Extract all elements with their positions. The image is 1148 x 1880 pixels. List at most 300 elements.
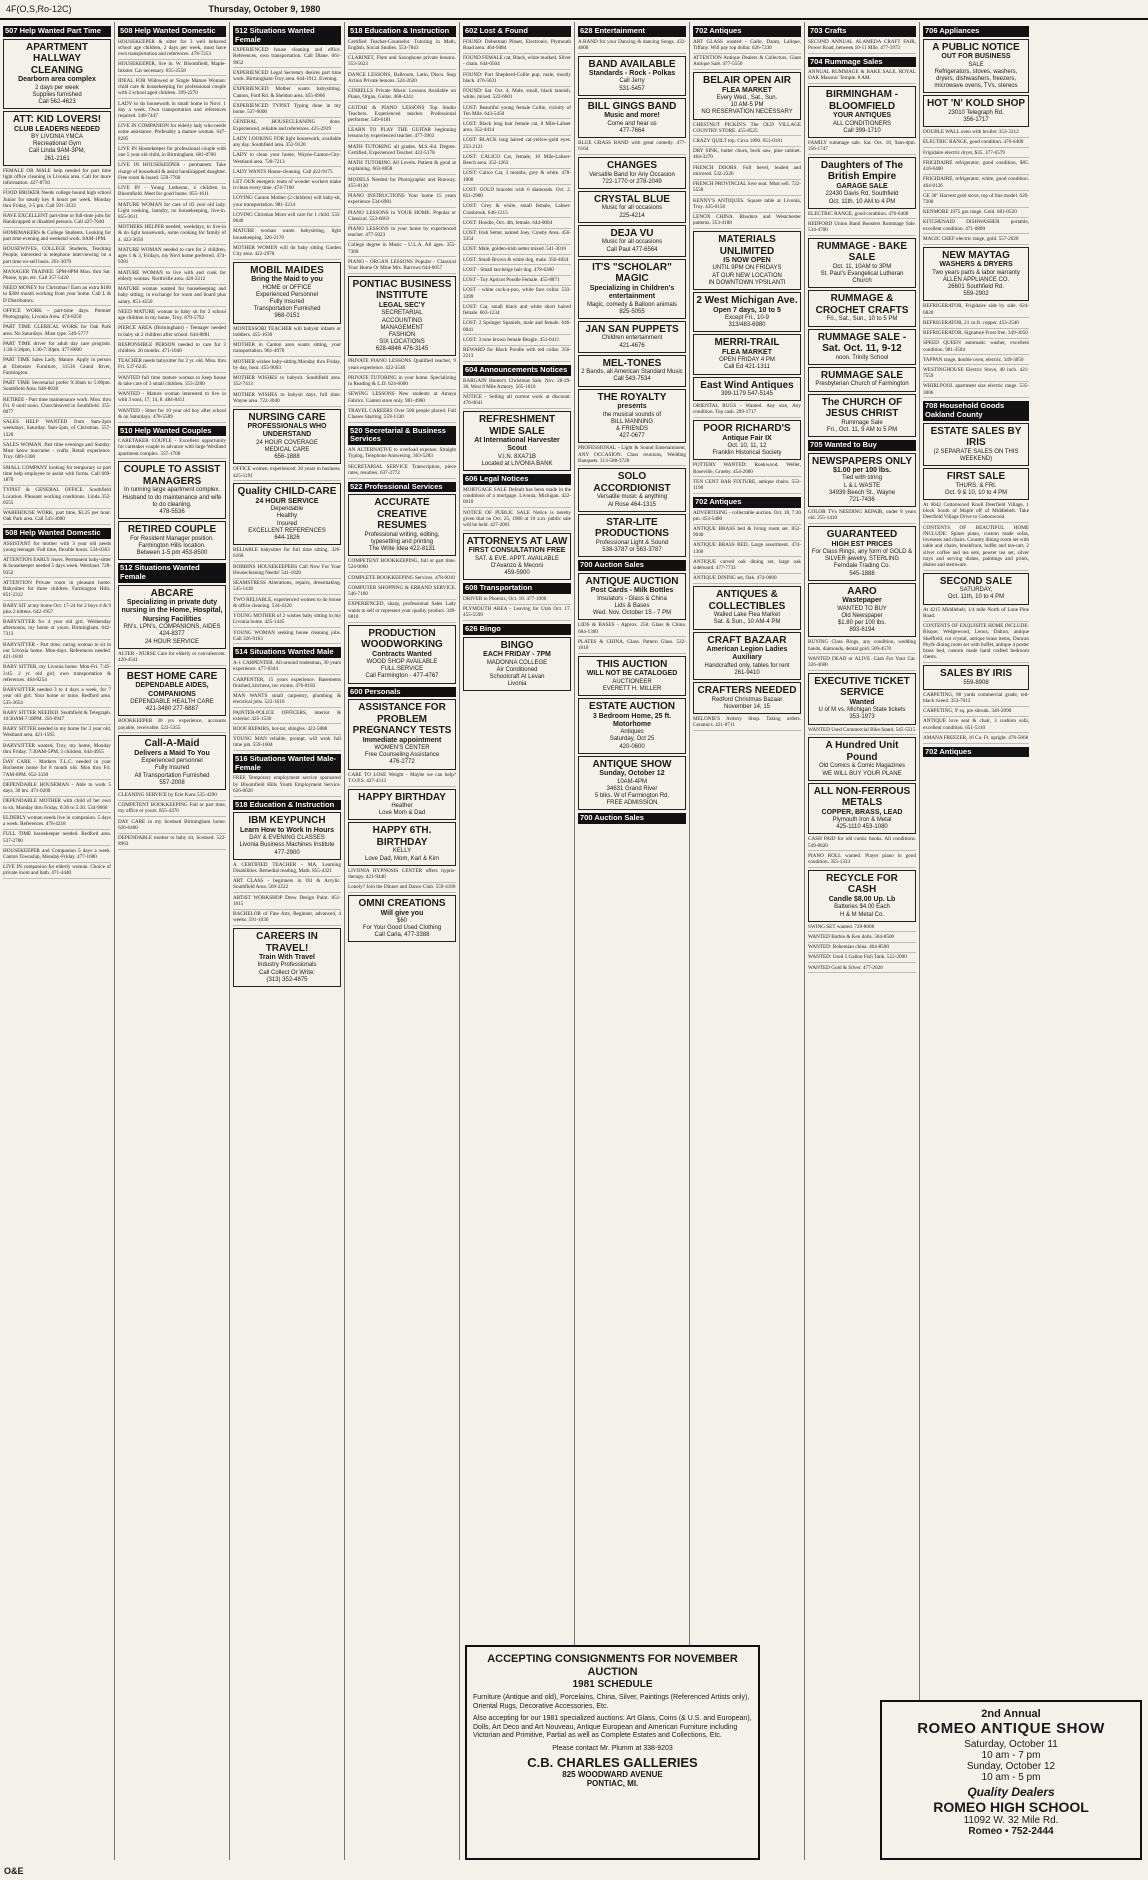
boxed-ad-line: ATT: KID LOVERS!: [12, 114, 102, 126]
boxed-ad-line: Recreational Gym: [32, 141, 82, 148]
classified-ad: WANTED: Used 5 Gallon Fish Tank. 522-2000: [808, 954, 916, 963]
boxed-ad-line: Come and hear us: [607, 120, 657, 127]
boxed-ad-line: BINGO: [500, 639, 534, 651]
boxed-ad-line: MANAGEMENT: [380, 324, 424, 331]
category-header: 700 Auction Sales: [578, 813, 686, 824]
boxed-ad-line: 34631 Grand River: [606, 785, 658, 792]
consign-sub: 1981 SCHEDULE: [572, 1679, 653, 1691]
classified-ad: MOTHER wishes baby-sitting Monday thru Friday, by day, hour. 455-9093: [233, 359, 341, 374]
boxed-ad: [348, 276, 456, 357]
boxed-ad-line: Contracts Wanted: [372, 650, 432, 658]
boxed-ad-line: NURSING CARE: [248, 411, 326, 423]
boxed-ad-line: East Wind Antiques: [700, 379, 794, 391]
boxed-ad-line: MATERIALS UNLIMITED: [718, 234, 776, 257]
classified-ad: LOST: Beautiful young female Collie, vicinity of Ten Mile. 643-5450: [463, 105, 571, 120]
boxed-ad-line: Delivers a Maid To You: [134, 749, 210, 757]
boxed-ad: [808, 870, 916, 922]
boxed-ad: [463, 533, 571, 580]
classified-ad: WANTED full time mature woman to keep house & take care of 3 small children. 553-2280: [118, 375, 226, 390]
classified-ad: CRAZY QUILT top. Circa 1890. 651-0181: [693, 138, 801, 147]
classified-ad: ANTIQUE BRASS BED, Large assortment. 474-1300: [693, 542, 801, 557]
show-time-2: 10 am - 5 pm: [981, 1772, 1041, 1783]
boxed-ad: [578, 573, 686, 620]
classified-ad: YOUNG WOMAN seeking house cleaning jobs. Call 326-9163: [233, 630, 341, 645]
boxed-ad-line: THURS. & FRI.: [955, 482, 997, 489]
boxed-ad-line: 10 AM-5 PM: [730, 102, 764, 109]
boxed-ad: [693, 377, 801, 402]
boxed-ad-line: Oct. 9 & 10, 10 to 4 PM: [944, 489, 1008, 496]
classified-ad: FOUND: Sat. Oct. 4, Male, small, black tannish, white, mixed. 522-6601: [463, 88, 571, 103]
boxed-ad-line: Experienced personnel: [141, 758, 203, 765]
boxed-ad: [923, 39, 1029, 94]
boxed-ad-line: Versatile Band for Any Occasion: [589, 171, 675, 178]
show-headline: ROMEO ANTIQUE SHOW: [917, 1720, 1105, 1737]
boxed-ad-line: RETIRED COUPLE: [127, 524, 217, 536]
classified-ad: BACHELOR of Fine Arts, Beginner, advanced, 4 weeks. 591-1030: [233, 911, 341, 926]
classified-ad: PART TIME Sales Lady. Mature. Apply in person at Ebenezer Furniture, 31516 Grand River, Farmington.: [3, 357, 111, 378]
boxed-ad-line: Versatile music & anything: [596, 494, 668, 501]
boxed-ad-line: IN DOWNTOWN YPSILANTI: [708, 279, 786, 286]
boxed-ad-line: 825-5055: [619, 308, 645, 315]
classified-ad: EXPERIENCED Mother wants babysitting. Canton, Ford Rd. & Sheldon area. 455-6966: [233, 86, 341, 101]
classified-ad: WANTED: Bohemian china. 464-8500: [808, 944, 916, 953]
boxed-ad-line: STAR-LITE PRODUCTIONS: [595, 516, 669, 540]
classified-ad: DAY CARE in my licensed Birmingham home. 626-6400: [118, 819, 226, 834]
category-header: 522 Professional Services: [348, 482, 456, 493]
classified-ad: PIANO ROLL wanted. Player piano in good condition. 355-1333: [808, 853, 916, 868]
boxed-ad-line: Old Newspaper: [841, 612, 883, 619]
boxed-ad: [578, 389, 686, 444]
classified-ad: ELECTRIC RANGE, good condition. 476-6400: [923, 139, 1029, 148]
boxed-ad-line: Wed. Nov. October 15 - 7 PM: [592, 610, 672, 617]
classified-ad: ORIENTAL RUGS - Wanted. Any size, Any condition. Top cash. 299-1717: [693, 403, 801, 418]
classified-ad: REWARD for Black Poodle with red collar. 356-2313: [463, 347, 571, 362]
boxed-ad-line: SATURDAY,: [959, 587, 993, 594]
column-3: [230, 22, 345, 1860]
boxed-ad-line: SALES BY IRIS: [939, 668, 1013, 679]
boxed-ad-line: 261-9410: [734, 669, 760, 676]
classified-ad: COMPETENT BOOKKEEPING, full or part time. 524-0060: [348, 558, 456, 573]
boxed-ad-line: A Hundred Unit Pound: [825, 740, 899, 763]
category-header: 705 Wanted to Buy: [808, 440, 916, 451]
boxed-ad-line: CHANGES: [606, 160, 657, 172]
boxed-ad-line: the musical sounds of: [602, 411, 662, 418]
boxed-ad-line: Daughters of The British Empire: [820, 159, 904, 183]
boxed-ad-line: Specializing in private duty nursing in the Home, Hospital, Nursing Facilities: [121, 599, 223, 623]
show-date-2: Sunday, October 12: [966, 1761, 1056, 1772]
boxed-ad-line: The Write Idea 422-8131: [368, 546, 436, 552]
boxed-ad: [808, 583, 916, 638]
column-2: [115, 22, 230, 1860]
classified-ad: FOUND FEMALE cat, Black, white marked, Silver - chain. 644-0504: [463, 55, 571, 70]
boxed-ad-line: HOT 'N' KOLD SHOP: [926, 98, 1026, 110]
category-header: 702 Antiques: [693, 497, 801, 508]
classified-ad: PRIVATE TUTORING in your home. Specializing in Reading & L.D. 624-6000: [348, 375, 456, 390]
classified-ad: MOTHERS HELPER needed, weekdays, to live-in & do light housework, some cooking for family of 4. 422-3650: [118, 224, 226, 245]
boxed-ad: [693, 632, 801, 681]
classified-ad: MONTESSORI TEACHER will babysit infants or toddlers. 455-1630: [233, 326, 341, 341]
classified-ad: WESTINGHOUSE Electric Stove, 40 inch. 421-7559: [923, 367, 1029, 382]
category-header: 628 Entertainment: [578, 26, 686, 37]
boxed-ad: [808, 238, 916, 289]
classified-ad: COLOR TVs NEEDING REPAIR, under 8 years old. 255-1410: [808, 509, 916, 524]
boxed-ad: [923, 423, 1029, 466]
boxed-ad: [118, 735, 226, 790]
boxed-ad-line: RUMMAGE - BAKE SALE: [817, 240, 907, 264]
classified-ad: SECRETARIAL SERVICE Transcription, piece rates, resumes. 637-2772: [348, 464, 456, 479]
classified-ad: BLUE GRASS BAND with great comedy. 477-6164: [578, 140, 686, 155]
boxed-ad-line: WOOD SHOP AVAILABLE: [366, 658, 438, 665]
boxed-ad-line: $1.00 per 100 lbs.: [833, 467, 891, 475]
boxed-ad-line: For Resident Manager position. Farmington Hills location.: [130, 535, 214, 549]
boxed-ad-line: WE WILL BUY YOUR PLANE: [822, 770, 902, 777]
boxed-ad-line: ANTIQUE SHOW: [592, 758, 672, 770]
classified-ad: PART TIME CLERICAL WORK for Oak Park area. No Saturdays. Must type. 549-5777: [3, 324, 111, 339]
classified-ad: LADY WANTS House-cleaning. Call 422-9175: [233, 169, 341, 178]
boxed-ad-line: Professional writing, editing, typesetting and printing: [364, 531, 440, 545]
boxed-ad-line: L & L WASTE: [843, 482, 881, 489]
category-header: 510 Help Wanted Couples: [118, 426, 226, 437]
classified-ad: PROFESSIONAL - Light & Sound Entertainment, ANY OCCASION. Class reunions, Wedding Banquets. 313-588-3720: [578, 445, 686, 466]
boxed-ad-line: 24 HOUR COVERAGE: [256, 439, 318, 446]
boxed-ad-line: RUMMAGE SALE - Sat. Oct. 11, 9-12: [817, 331, 907, 355]
classified-ad: LET OUR energetic team of wonder workers make it clean every time. 474-7160: [233, 179, 341, 194]
boxed-ad-line: Specializing in Children's entertainment: [589, 284, 675, 301]
boxed-ad-line: Fri., Sat., Sun., 10 to 5 PM: [826, 316, 898, 323]
boxed-ad-line: OPEN FRIDAY 4 PM: [719, 357, 775, 364]
show-tag: Quality Dealers: [967, 1785, 1055, 1799]
classified-ad: LADY LOOKING FOR light housework, available any day. Southfield area. 352-9120: [233, 136, 341, 151]
classified-ad: TEN CENT BAR FIXTURE, antique chairs. 553-1190: [693, 479, 801, 494]
classified-ad: DOUBLE WALL oven with broiler. 353-3312: [923, 129, 1029, 138]
boxed-ad-line: DEPENDABLE HEALTH CARE: [130, 698, 214, 705]
boxed-ad-line: Call Linda 9AM-3PM,: [28, 148, 86, 155]
boxed-ad-line: Livonia Business Machines Institute: [239, 842, 335, 849]
boxed-ad-line: PONTIAC BUSINESS INSTITUTE: [352, 278, 452, 302]
boxed-ad-line: IT'S "SCHOLAR" MAGIC: [592, 261, 672, 285]
classified-ad: DRIVER to Phoenix, Oct. 18. 477-1000: [463, 596, 571, 605]
boxed-ad-line: Call Carla, 477-3388: [374, 932, 430, 939]
classified-ad: CLEANING SERVICE by Erie Kuns 535-4290: [118, 792, 226, 801]
classified-ad: DEPENDABLE MOTHER with child of her own to sit, Monday thru Friday. 8:30 to 5:30. 534-9660: [3, 798, 111, 813]
classified-ad: CARPETING, 9' sq. pre shrunk. 349-2090: [923, 708, 1029, 717]
boxed-ad-line: 477-7664: [619, 127, 645, 134]
boxed-ad-line: 10AM-4PM: [616, 778, 647, 785]
category-header: 608 Transportation: [463, 583, 571, 594]
boxed-ad-line: SECOND SALE: [939, 575, 1013, 587]
classified-ad: CLARINET, Flute and Saxophone private lessons. 553-5623: [348, 55, 456, 70]
classified-ad: LIVONIA HYPNOSIS CENTER offers hypno-therapy. 421-9440: [348, 868, 456, 883]
boxed-ad: [348, 699, 456, 769]
boxed-ad: [808, 157, 916, 209]
classified-ad: ATTENTION Antique Dealers & Collectors. Giant Antique Sale. 477-5550: [693, 55, 801, 70]
boxed-ad: [808, 86, 916, 138]
boxed-ad-line: YOUR ANTIQUES: [832, 112, 892, 120]
boxed-ad-line: ESTATE AUCTION: [589, 701, 675, 712]
classified-ad: FEMALE OR MALE help needed for part time light office cleaning in Livonia area. Call for more information. 427-8750: [3, 168, 111, 189]
classified-ad: CARE TO LOSE Weight - Maybe we can help? T.O.P.S. 427-4313: [348, 772, 456, 787]
boxed-ad-line: Refrigerators, stoves, washers, dryers, dishwashers, freezers, microwave ovens, TVs, stereos: [934, 68, 1018, 90]
classified-ad: LOST: CALICO Cat, female, 10 Mile-Lahser-Beech area. 352-1263: [463, 154, 571, 169]
boxed-ad-line: Healthy: [276, 513, 298, 520]
classified-ad: MATURE woman wants babysitting, light housekeeping. 326-2170: [233, 228, 341, 243]
classified-ad: BABYSITTER - Part time, caring woman to sit in our Livonia home. Mon-days. References needed. 421-1818: [3, 642, 111, 663]
classified-ad: MATURE WOMAN to live with and cook for elderly woman. Northville area. 420-2212: [118, 270, 226, 285]
classified-ad: ANNUAL RUMMAGE & BAKE SALE. ROYAL OAK Masonic Temple. 8 AM.: [808, 69, 916, 84]
boxed-ad: [463, 411, 571, 471]
classified-ad: ROBBINS HOUSEKEEPERS Call Now For Your Housecleaning Needs! 541-1020: [233, 564, 341, 579]
boxed-ad: [578, 698, 686, 754]
boxed-ad-line: Lids & Bases: [614, 602, 650, 609]
boxed-ad-line: Transportation Furnished: [253, 306, 321, 313]
boxed-ad-line: 353-1973: [849, 714, 875, 721]
boxed-ad-line: Plymouth Iron & Metal: [832, 817, 892, 824]
boxed-ad: [118, 461, 226, 519]
boxed-ad-line: Every Wed., Sat., Sun.: [716, 94, 778, 101]
boxed-ad: [693, 334, 801, 374]
boxed-ad-line: SALE: [968, 61, 984, 68]
boxed-ad: [348, 895, 456, 942]
category-header: 520 Secretarial & Business Services: [348, 426, 456, 445]
boxed-ad-line: Call Jerry: [619, 78, 645, 85]
classified-ad: LOST: Grey & white, small female, Lahser-Cranbrook. 646-1215: [463, 203, 571, 218]
boxed-ad-line: APARTMENT HALLWAY CLEANING: [25, 41, 89, 76]
category-header: 602 Lost & Found: [463, 26, 571, 37]
boxed-ad: [578, 157, 686, 189]
boxed-ad-line: AUCTIONEER: [612, 678, 652, 685]
classified-ad: CONTENTS OF EXQUISITE HOME INCLUDE: Bisque, Wedgewood, Lenox, Dalton, antique Sheffield, cut crystal, antique brass items, Duncan Phyfe dining room set with buffet, antique 4 poster brass bed, custom made hand crafted bedroom chests.: [923, 623, 1029, 663]
classified-ad: OFFICE WORK - part-time days. Premier Photography, Livonia Area. 474-8250: [3, 308, 111, 323]
boxed-ad-line: WILL NOT BE CATALOGED: [586, 670, 678, 678]
classified-ad: DAY CARE - Mothers T.L.C. needed in your Rochester home for 8 month old. Mon thru Fri. 7AM-6PM. 652-3330: [3, 759, 111, 780]
boxed-ad-line: GUARANTEED: [826, 529, 898, 541]
boxed-ad-line: 477-2900: [274, 849, 300, 856]
boxed-ad-line: Love Mom & Dad: [378, 810, 426, 817]
boxed-ad-line: Music for all occasions: [601, 239, 663, 246]
boxed-ad-line: Call 543-7534: [613, 376, 651, 383]
classified-ad: LIVE IN companion for elderly woman. Choice of private room and bath. 471-4440: [3, 864, 111, 879]
boxed-ad-line: For Class Rings, any form of GOLD & SILVER jewelry, STERLING: [811, 549, 913, 563]
classified-ad: SALES WOMAN. Part time evenings and Sunday. Must know macrame - crafts. Retail experience. Troy. 689-1300: [3, 442, 111, 463]
column-4: [345, 22, 460, 1860]
boxed-ad-line: H & M Metal Co.: [839, 911, 884, 918]
classified-ad: SEWING LESSONS New students at Amaya Fabrics. Canton store only. 981-4960: [348, 391, 456, 406]
boxed-ad-line: HAPPY BIRTHDAY: [358, 791, 446, 803]
boxed-ad-line: Al Rose 464-1315: [607, 501, 657, 508]
classified-ad: LIVE IN HOUSEKEEPER - permanent. Take charge of household & assist handicapped daughter. Free room & board. 559-7760: [118, 162, 226, 183]
classified-ad: MATURE WOMAN needed to care for 2 children, ages 1 & 3, Fridays, my Novi home preferred. 474-9381: [118, 247, 226, 268]
boxed-ad-line: WASHERS & DRYERS: [939, 261, 1013, 269]
boxed-ad: [118, 668, 226, 717]
boxed-ad: [233, 262, 341, 324]
column-5: [460, 22, 575, 1860]
boxed-ad-line: CRYSTAL BLUE: [594, 193, 670, 205]
classified-ad: BUYING Class Rings, any condition, wedding bands, diamonds, dental gold. 569-4570: [808, 639, 916, 654]
category-header: 600 Personals: [348, 687, 456, 698]
classified-ad: LOVING Christian Mom will care for 1 child. 535-0640: [233, 212, 341, 227]
classified-ad: ART CLASS - beginners in Oil & Acrylic. Southfield Area. 569-2222: [233, 878, 341, 893]
classified-ad: Certified Teacher-Counselor. Tutoring in Math, English, Social Studies. 553-7843: [348, 39, 456, 54]
boxed-ad-line: V.I.N. 8XA71B: [497, 453, 537, 460]
boxed-ad-line: NEW MAYTAG: [942, 249, 1010, 261]
boxed-ad-line: DAY & EVENING CLASSES: [249, 835, 325, 842]
classified-ad: MATURE WOMAN for care of 83 year old lady. Light cooking, laundry, no housekeeping, live-in. 855-3611: [118, 202, 226, 223]
boxed-ad-line: BILL GINGS BAND: [587, 100, 677, 112]
boxed-ad-line: 425-1110 453-1080: [836, 824, 888, 831]
classified-ad: LIVE IN COMPANION for elderly lady who needs some assistance. Preferably a mature woman. 647-8285: [118, 123, 226, 144]
classified-ad: EXPERIENCED, sharp, professional Sales Lady wants to sell or represent your quality product. 349-0810: [348, 601, 456, 622]
boxed-ad-line: Train With Travel: [259, 954, 315, 962]
edition-code: 4F(O,S,Ro-12C): [6, 4, 72, 14]
classified-ad: ATTENTION Private room in pleasant home. Babysitter for three children. Farmington Hills. 851-2312: [3, 580, 111, 601]
boxed-ad-line: Bring the Maid to you: [251, 276, 323, 284]
show-phone: Romeo • 752-2444: [968, 1826, 1054, 1837]
boxed-ad-line: WANTED TO BUY: [837, 605, 887, 612]
category-header: 508 Help Wanted Domestic: [3, 528, 111, 539]
boxed-ad-line: 356-1717: [963, 116, 989, 123]
classified-ad: ROOF REPAIRS, hot-tar, shingles. 422-5888: [233, 726, 341, 735]
boxed-ad: [578, 321, 686, 353]
classified-ad: A CERTIFIED TEACHER - MA, Learning Disabilities. Remedial reading, Math. 855-4321: [233, 862, 341, 877]
classified-ad: FRENCH PROVINCIAL love seat. Must sell. 722-5558: [693, 181, 801, 196]
classified-ad: HOUSEWIVES, COLLEGE Students, Teaching People, interested in telephone interviewing on a part time no-sell basis. 261-3070: [3, 246, 111, 267]
column-6: [575, 22, 690, 1860]
classified-ad: TRAVEL CAREERS Over 500 people placed. Fall Classes Starting. 559-1330: [348, 408, 456, 423]
boxed-ad-line: ACCOUNTING: [381, 317, 423, 324]
boxed-ad-line: (313) 352-4875: [266, 976, 308, 983]
boxed-ad-line: Wanted: [849, 698, 875, 706]
classified-ad: FREE Temporary employment service sponsored by Bloomfield Hills Youth Employment Service. 626-0620: [233, 775, 341, 796]
boxed-ad-line: 3 Bedroom Home, 25 ft. Motorhome: [592, 712, 672, 728]
boxed-ad-line: Oct. 10, 11, 12: [727, 443, 767, 450]
boxed-ad: [808, 329, 916, 365]
boxed-ad-line: 557-2008: [159, 779, 185, 786]
category-header: 514 Situations Wanted Male: [233, 647, 341, 658]
classified-ad: LEARN TO PLAY THE GUITAR beginning lessons by experienced teacher. 477-3963: [348, 127, 456, 142]
boxed-ad-line: 23010 Telegraph Rd.: [948, 109, 1004, 116]
boxed-ad: [578, 514, 686, 557]
classified-ad: ART GLASS wanted - Galle, Daum, Lalique, Tiffany. Will pay top dollar. 626-7230: [693, 39, 801, 54]
boxed-ad-line: Oct. 11th, 10 AM to 4 PM: [828, 198, 896, 205]
classified-ad: FAMILY rummage sale. Sat. Oct. 18, 9am-4pm. 356-1747: [808, 140, 916, 155]
boxed-ad-line: BY LIVONIA YMCA: [31, 133, 83, 140]
boxed-ad-line: HOME or OFFICE: [262, 284, 312, 291]
boxed-ad-line: 427-0677: [619, 433, 645, 440]
boxed-ad: [3, 39, 111, 109]
boxed-ad-line: FIRST CONSULTATION FREE: [468, 547, 566, 555]
boxed-ad: [808, 737, 916, 780]
boxed-ad-line: 24 HOUR SERVICE: [255, 497, 319, 505]
classified-ad: MATH TUTORING all grades. M.S.-Ed. Degree. Certified, Experienced Teacher. 422-5178: [348, 144, 456, 159]
classified-ad: LENOX CHINA. Rhodora and Westchester patterns. 353-4188: [693, 214, 801, 229]
boxed-ad: [578, 259, 686, 319]
boxed-ad-line: EXECUTIVE TICKET SERVICE: [814, 675, 910, 699]
boxed-ad-line: ESTATE SALES BY IRIS: [930, 425, 1022, 449]
classified-ad: MAGIC CHEF electric range, gold. 557-2020: [923, 236, 1029, 245]
boxed-ad: [578, 355, 686, 387]
classified-ad: LIDS & BASES - Approx. 250. Glass & China. 684-1300: [578, 622, 686, 637]
category-header: 626 Bingo: [463, 624, 571, 635]
boxed-ad-line: ALL CONDITIONERS: [832, 120, 892, 127]
classified-ad: ALTER - NURSE Care for elderly or convalescent. 420-4541: [118, 651, 226, 666]
boxed-ad-line: Industry Professionals: [257, 962, 317, 969]
classified-ad: CASH PAID for old comic books. All conditions. 549-8820: [808, 836, 916, 851]
boxed-ad: [923, 468, 1029, 500]
classified-ad: HOUSEKEEPER, live in. W. Bloomfield, Maple-Inkster. Car necessary. 855-2558: [118, 61, 226, 76]
boxed-ad-line: Call 562-4623: [38, 98, 76, 105]
boxed-ad-line: HIGH EST PRICES: [831, 540, 893, 548]
classified-ad: AN ALTERNATIVE to overload expense. Straight Typing, Telephone Answering. 363-5283: [348, 447, 456, 462]
boxed-ad-line: & FRIENDS: [615, 425, 648, 432]
boxed-ad: [808, 783, 916, 835]
classified-ad: KENMORE 1975 gas range. Gold. 681-0520: [923, 209, 1029, 218]
boxed-ad: [118, 521, 226, 560]
boxed-ad-line: IBM KEYPUNCH: [248, 815, 326, 827]
classified-ad: BOOKKEEPER 30 yrs experience, accounts payable, receivable. 522-5355: [118, 718, 226, 733]
boxed-ad-line: MEL-TONES: [602, 357, 662, 369]
boxed-ad-line: Call Farmington - 477-4767: [365, 673, 439, 680]
boxed-ad-line: BIRMINGHAM - BLOOMFIELD: [825, 89, 899, 112]
category-header: 508 Help Wanted Domestic: [118, 26, 226, 37]
classified-ad: LIVE IN - Young Lutheran, 4 children in Bloomfield. Meet for good home. 855-1611: [118, 185, 226, 200]
boxed-ad-line: MOBIL MAIDES: [250, 264, 324, 276]
boxed-ad: [693, 231, 801, 290]
classified-ad: ELECTRIC RANGE, good condition. 476-6400: [808, 211, 916, 220]
classified-ad: HOMEMAKERS & College Students. Looking for part time evening and weekend work. 8AM-1PM.: [3, 230, 111, 245]
boxed-ad-line: Wastepaper: [842, 597, 882, 605]
classified-ad: FRENCH DOORS. Full bevel, leaded and mirrored. 532-2226: [693, 165, 801, 180]
boxed-ad-line: EXCELLENT REFERENCES: [248, 527, 326, 534]
boxed-ad-line: ACCURATE CREATIVE RESUMES: [374, 497, 430, 532]
boxed-ad-line: 893-6194: [849, 627, 875, 634]
boxed-ad-line: EVERETT H. MILLER: [602, 685, 662, 692]
boxed-ad-line: Call Paul 477-6564: [606, 246, 658, 253]
classified-ad: ASSISTANT for mother with 3 year old needs young teenager. Full time, flexible hours. 534-0303: [3, 541, 111, 556]
boxed-ad: [923, 665, 1029, 690]
classified-ad: Lonely? Join the Dinner and Dance Club. 559-4100: [348, 884, 456, 893]
classified-ad: OFFICE women, experienced. 30 years in business. 425-5191: [233, 466, 341, 481]
classified-ad: ELDERLY woman needs live in companion. 5 days a week. References. 476-4218: [3, 815, 111, 830]
boxed-ad-line: Call Collect Or Write:: [259, 969, 315, 976]
boxed-ad-line: 2 West Michigan Ave.: [696, 295, 798, 307]
boxed-ad-line: REFRESHMENT WIDE SALE: [478, 414, 556, 437]
boxed-ad-line: Saturday, Oct 25: [609, 736, 655, 743]
consign-headline: ACCEPTING CONSIGNMENTS FOR NOVEMBER AUCTION: [487, 1653, 738, 1679]
category-header: 606 Legal Notices: [463, 474, 571, 485]
boxed-ad-line: Quality CHILD-CARE: [237, 486, 337, 498]
boxed-ad-line: CLUB LEADERS NEEDED: [14, 125, 100, 133]
column-9: [920, 22, 1032, 1860]
boxed-ad-line: $60: [396, 917, 407, 924]
classified-ad: FRIGIDAIRE refrigerator, good condition, $85. 416-6400: [923, 160, 1029, 175]
boxed-ad: [923, 573, 1029, 605]
boxed-ad-line: BAND AVAILABLE: [588, 58, 676, 70]
category-header: 512 Situations Wanted Female: [118, 563, 226, 582]
boxed-ad-line: ALLEN APPLIANCE CO.: [942, 276, 1010, 283]
classified-ad: MODELS Needed for Photographic and Runway. 455-8120: [348, 177, 456, 192]
classified-ad: LOST: Small Brown & white dog, male. 356-4024: [463, 257, 571, 266]
classified-ad: SECOND ANNUAL ALAMEDA CRAFT FAIR, Power Road, between 10-11 Mile. 477-1973: [808, 39, 916, 54]
boxed-ad-line: Livonia: [507, 681, 527, 688]
boxed-ad-line: RN's, LPN's, COMPANIONS, AIDES: [123, 624, 221, 631]
boxed-ad-line: St. Paul's Evangelical Lutheran Church: [820, 271, 904, 285]
boxed-ad-line: MEDICAL CARE: [264, 446, 310, 453]
boxed-ad-line: ANTIQUES & COLLECTIBLES: [708, 589, 786, 612]
boxed-ad-line: Batteries $4.00 Each: [834, 904, 890, 911]
boxed-ad: [693, 72, 801, 119]
category-header: 518 Education & Instruction: [348, 26, 456, 37]
classified-ad: LIVE IN Housekeeper for professional couple with one 5 year old child, in Birmingham. 681-0700: [118, 146, 226, 161]
